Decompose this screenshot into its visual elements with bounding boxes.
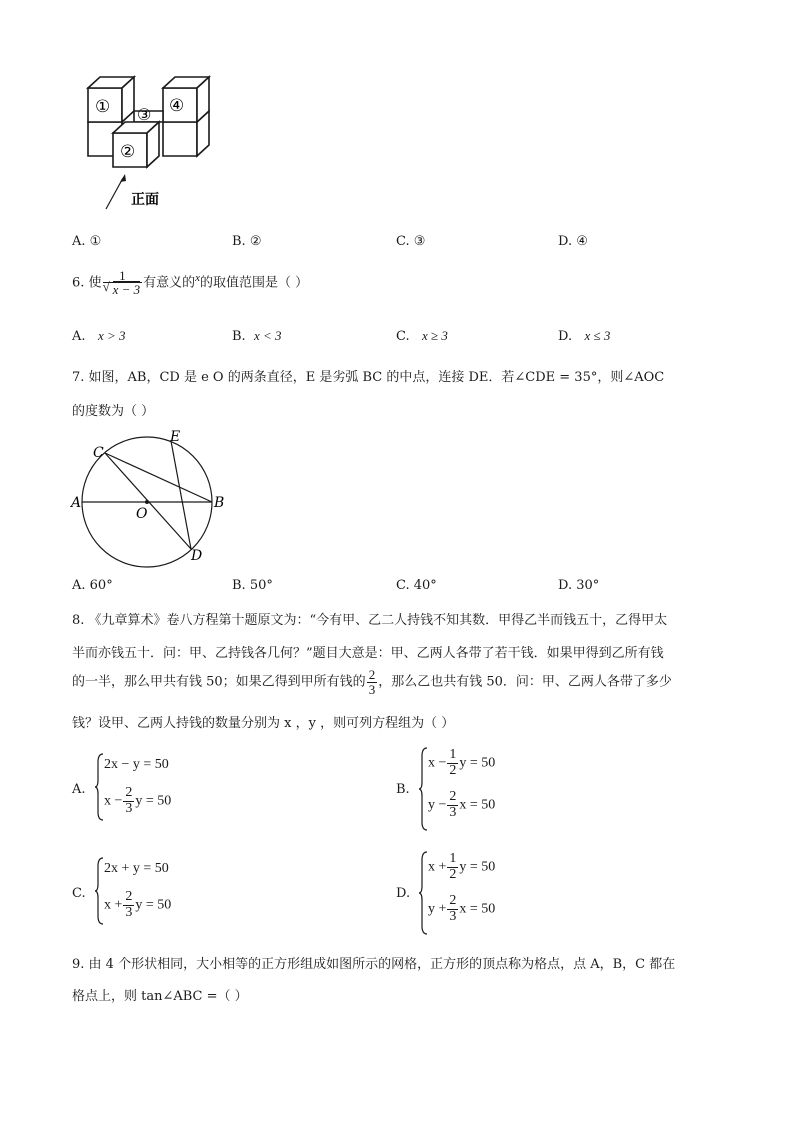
- point-label-c: C: [93, 445, 104, 461]
- q7-stem-line1: 7. 如图，AB，CD 是 e O 的两条直径，E 是劣弧 BC 的中点，连接 DE．若∠CDE = 35°，则∠AOC: [72, 370, 665, 385]
- q5-option-d: D. ④: [558, 234, 588, 249]
- q7-stem-line2: 的度数为（ ）: [72, 404, 155, 419]
- point-label-a: A: [71, 495, 82, 511]
- q8-option-a-letter: A.: [72, 782, 86, 797]
- q7-option-b: B. 50°: [232, 578, 273, 593]
- circle-figure: [68, 426, 228, 576]
- q8-option-b-system: x − $\frac{1}{2}$ y = 50 y − $\frac{2}{3}$ x = 50: [418, 746, 538, 832]
- q6-var: x: [195, 272, 201, 284]
- q6-number: 6.: [72, 275, 85, 291]
- q7-option-d: D. 30°: [558, 578, 600, 593]
- cube-label-1: ①: [95, 97, 111, 117]
- q8-option-d-letter: D.: [396, 886, 411, 901]
- q9-stem-line1: 9. 由 4 个形状相同，大小相等的正方形组成如图所示的网格，正方形的顶点称为格点，点 A，B，C 都在: [72, 957, 676, 972]
- point-label-d: D: [191, 548, 203, 564]
- point-label-o: O: [136, 506, 148, 522]
- q5-option-b: B. ②: [232, 234, 262, 249]
- q6-option-c: C. x ≥ 3: [396, 328, 448, 344]
- q9-stem-line2: 格点上，则 tan∠ABC =（ ）: [72, 989, 248, 1004]
- q6-pre: 使: [88, 275, 102, 291]
- q8-option-c-system: 2x + y = 50 x + $\frac{2}{3}$ y = 50: [94, 856, 214, 926]
- q8-stem-line3: 的一半，那么甲共有钱 50；如果乙得到甲所有钱的 $\frac{2}{3}$ ，那么乙也共有钱 50．问：甲、乙两人各带了多少: [72, 667, 672, 697]
- cube-figure: [78, 72, 218, 217]
- q8-option-c-letter: C.: [72, 886, 86, 901]
- q8-stem-line1: 8. 《九章算术》卷八方程第十题原文为：“今有甲、乙二人持钱不知其数．甲得乙半而钱五十，乙得甲太: [72, 613, 668, 628]
- cube-label-2: ②: [120, 142, 136, 162]
- q6-frac-num: 1: [119, 267, 126, 283]
- q8-option-d-system: x + $\frac{1}{2}$ y = 50 y + $\frac{2}{3}$ x = 50: [418, 850, 538, 936]
- point-label-b: B: [214, 495, 225, 511]
- q6-post: 的取值范围是（ ）: [200, 275, 309, 291]
- q7-option-c: C. 40°: [396, 578, 437, 593]
- q6-option-b: B. x < 3: [232, 328, 282, 344]
- arrow-head-icon: [120, 174, 126, 182]
- q8-option-b-letter: B.: [396, 782, 410, 797]
- q6-option-a: A. x > 3: [72, 328, 126, 344]
- front-label: 正面: [131, 192, 159, 208]
- q8-stem-line4: 钱？设甲、乙两人持钱的数量分别为 x ，y ，则可列方程组为（ ）: [72, 716, 455, 731]
- q6-frac-den: x − 3: [112, 282, 141, 298]
- q6-mid: 有意义的: [143, 275, 196, 291]
- point-label-e: E: [170, 429, 181, 445]
- q8-stem-line2: 半而亦钱五十．问：甲、乙持钱各几何？”题目大意是：甲、乙两人各带了若干钱．如果甲得到乙所有钱: [72, 646, 664, 661]
- cube-label-4: ④: [169, 96, 185, 116]
- q7-option-a: A. 60°: [72, 578, 113, 593]
- q6-option-d: D. x ≤ 3: [558, 328, 611, 344]
- q6-fraction: [103, 269, 143, 297]
- q5-option-c: C. ③: [396, 234, 426, 249]
- q5-option-a: A. ①: [72, 234, 102, 249]
- q8-option-a-system: 2x − y = 50 x − $\frac{2}{3}$ y = 50: [94, 752, 214, 822]
- sqrt-icon: √: [102, 279, 110, 295]
- cube-label-3: ③: [137, 105, 152, 124]
- q6-stem: [72, 268, 308, 297]
